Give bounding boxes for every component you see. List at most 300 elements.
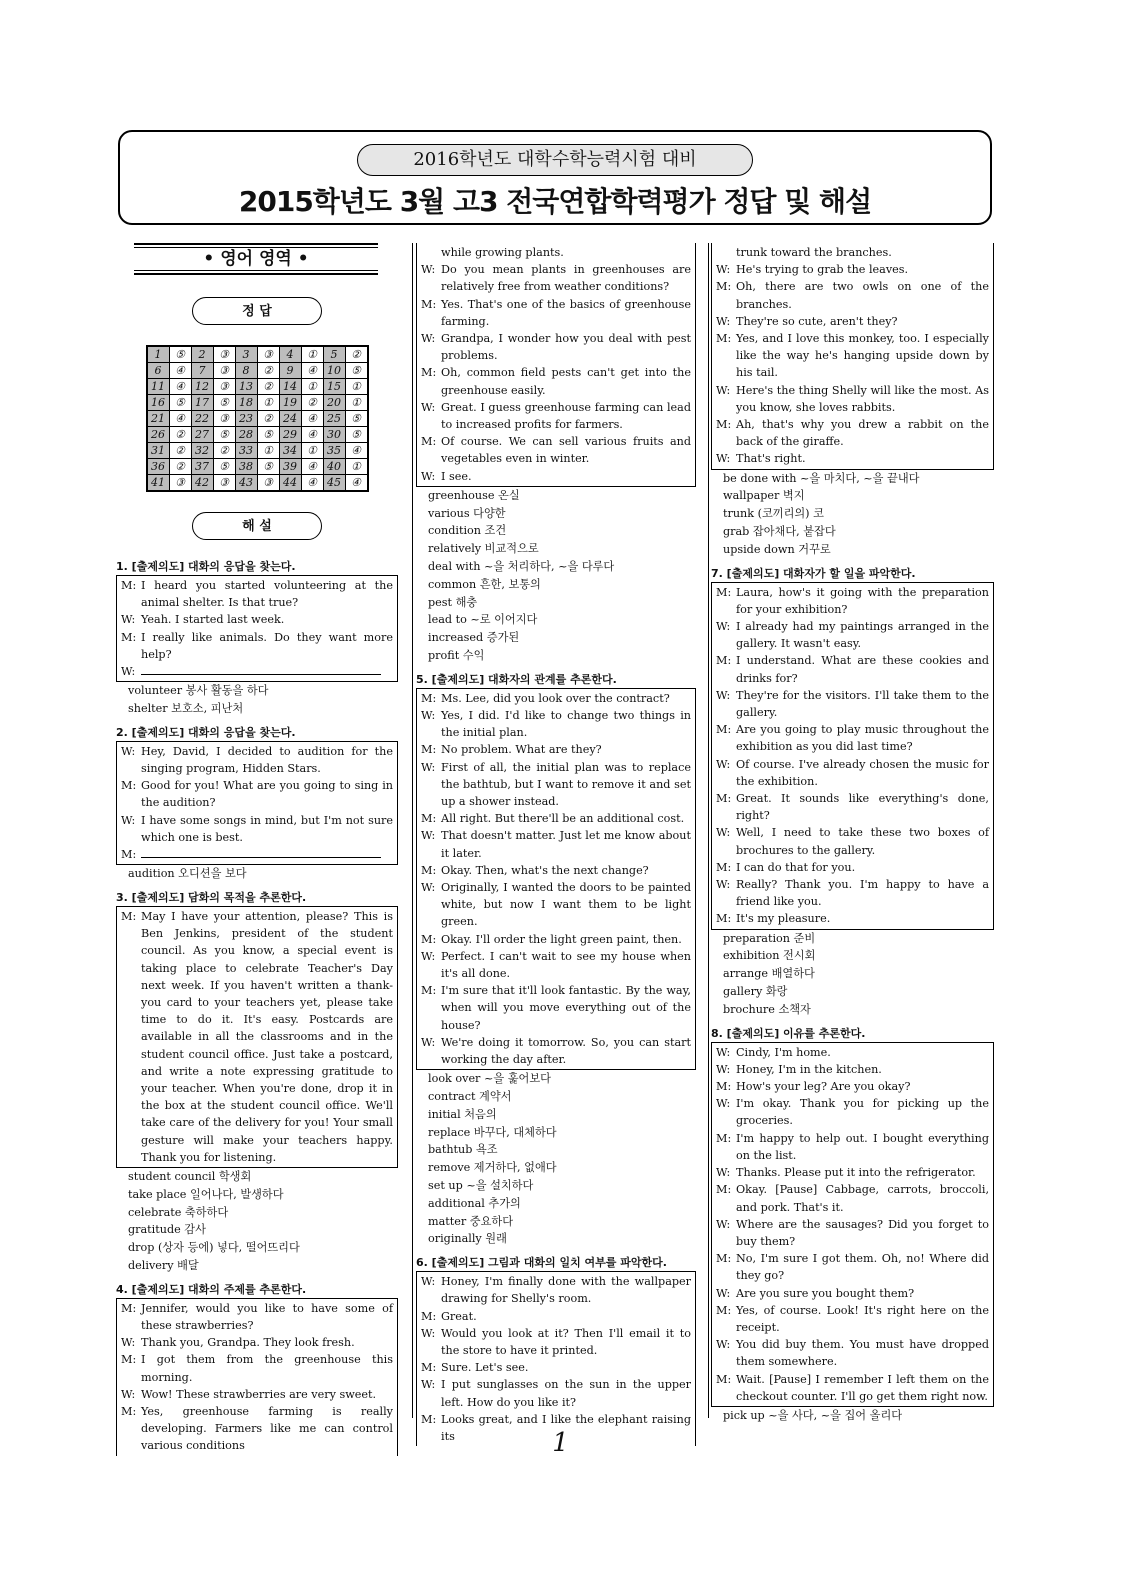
utterance: That's right. (736, 452, 806, 466)
question-number: 26 (147, 427, 170, 443)
answer-choice: ④ (345, 443, 368, 459)
speaker: W: (121, 813, 136, 827)
dialogue-line (716, 261, 989, 278)
speaker: M: (421, 1412, 437, 1426)
vocab-item: gratitude 감사 (128, 1223, 206, 1237)
header-subtitle: 2016학년도 대학수학능력시험 대비 (357, 144, 753, 176)
vocab-item: volunteer 봉사 활동을 하다 (128, 684, 269, 698)
utterance: Good for you! What are you going to sing in the audition? (141, 779, 393, 810)
answer-choice: ② (257, 411, 279, 427)
utterance: Oh, there are two owls on one of the branches. (736, 280, 989, 311)
speaker: M: (421, 984, 437, 998)
dialogue-line (121, 1334, 393, 1351)
speaker: M: (716, 418, 732, 432)
vocab-item: matter 중요하다 (428, 1214, 514, 1228)
q4-vocab (416, 487, 696, 665)
vocab-item: arrange 배열하다 (723, 967, 815, 981)
utterance: Looks great, and I like the elephant raising its (441, 1412, 691, 1444)
speaker: M: (421, 932, 437, 946)
answer-choice: ④ (301, 427, 323, 443)
question-number: 45 (323, 475, 345, 492)
utterance: I understand. What are these cookies and drinks for? (736, 654, 989, 685)
speaker: W: (421, 263, 436, 277)
speaker: W: (121, 613, 136, 627)
dialogue-line (716, 1216, 989, 1250)
dialogue-line (716, 876, 989, 910)
utterance: Wait. [Pause] I remember I left them on the checkout counter. I'll go get them right now. (736, 1372, 989, 1403)
utterance: All right. But there'll be an additional cost. (441, 812, 685, 826)
vocab-item: take place 일어나다, 발생하다 (128, 1187, 284, 1201)
dialogue-line (421, 1376, 691, 1410)
dialogue-line (421, 1325, 691, 1359)
dialogue-line (716, 278, 989, 312)
answer-choice: ① (301, 346, 323, 363)
answer-choice: ② (169, 459, 191, 475)
vocab-item: trunk (코끼리의) 코 (723, 507, 824, 521)
question-number: 13 (235, 379, 257, 395)
dialogue-line (421, 433, 691, 467)
vocab-item: pest 해충 (428, 595, 478, 609)
vocab-item: look over ~을 훑어보다 (428, 1072, 551, 1086)
speaker: M: (121, 779, 137, 793)
dialogue-line (716, 1095, 989, 1129)
answer-choice: ③ (213, 475, 235, 492)
dialogue-line (716, 859, 989, 876)
speaker: W: (121, 1336, 136, 1350)
speaker: M: (421, 366, 437, 380)
utterance: Ms. Lee, did you look over the contract? (441, 691, 670, 705)
vocab-item: brochure 소책자 (723, 1002, 811, 1016)
answer-choice: ⑤ (345, 411, 368, 427)
vocab-item: condition 조건 (428, 524, 507, 538)
dialogue-line (716, 1336, 989, 1370)
utterance: Oh, common field pests can't get into the greenhouse easily. (441, 366, 691, 397)
speaker: M: (716, 1303, 732, 1317)
speaker: M: (716, 332, 732, 346)
utterance: Would you look at it? Then I'll email it to the store to have it printed. (441, 1326, 691, 1358)
vocab-item: initial 처음의 (428, 1107, 497, 1121)
dialogue-line (716, 313, 989, 330)
utterance: Thank you, Grandpa. They look fresh. (141, 1336, 355, 1350)
question-number: 21 (147, 411, 170, 427)
answer-row (147, 346, 368, 363)
utterance: I already had my paintings arranged in the gallery. It wasn't easy. (736, 620, 989, 651)
q5-vocab (416, 1070, 696, 1248)
utterance: Hey, David, I decided to audition for the singing program, Hidden Stars. (141, 744, 393, 776)
dialogue-line (716, 1130, 989, 1164)
utterance: I heard you started volunteering at the animal shelter. Is that true? (141, 579, 393, 610)
dialogue-line (421, 1273, 691, 1307)
question-number: 1 (147, 346, 170, 363)
utterance: Do you mean plants in greenhouses are relatively free from weather conditions? (441, 263, 691, 294)
answer-choice: ① (345, 395, 368, 411)
dialogue-line (121, 1386, 393, 1403)
speaker: M: (121, 630, 137, 644)
answer-row (147, 363, 368, 379)
dialogue-line (121, 577, 393, 611)
q6-heading: 6. [출제의도] 그림과 대화의 일치 여부를 파악한다. (416, 1256, 667, 1270)
dialogue-line (716, 756, 989, 790)
speaker: M: (716, 860, 732, 874)
vocab-item: deal with ~을 처리하다, ~을 다루다 (428, 560, 615, 574)
dialogue-line (121, 663, 393, 680)
vocab-item: grab 잡아채다, 붙잡다 (723, 525, 836, 539)
speaker: W: (421, 829, 436, 843)
utterance (141, 846, 393, 863)
q8-dialogue (711, 1042, 994, 1407)
utterance: May I have your attention, please? This is Ben Jenkins, president of the student council. As you know, a special event is taking place to celebrate Teacher's Day next week. If you haven't written a thank-you card to your teachers yet, please take time to do it. It's easy. Postcards are available in all the classrooms and in the student council office. Just take a postcard, and write a note expressing gratitude to your teacher. When you're done, drop it in the box at the student council office. We'll take care of the delivery for you! Your small gesture will make your teachers happy. Thank you for listening. (141, 910, 393, 1164)
answer-choice: ⑤ (169, 346, 191, 363)
speaker: W: (421, 949, 436, 963)
page-number: 1 (552, 1428, 569, 1458)
answer-row (147, 475, 368, 492)
q4-heading: 4. [출제의도] 대화의 주제를 추론한다. (116, 1282, 307, 1296)
dialogue-line (716, 1164, 989, 1181)
utterance: Yes, of course. Look! It's right here on the receipt. (736, 1303, 989, 1334)
speaker: M: (716, 723, 732, 737)
dialogue-line (716, 721, 989, 755)
q7-dialogue (711, 582, 994, 930)
answer-choice: ⑤ (345, 427, 368, 443)
question-number: 17 (191, 395, 213, 411)
speaker: M: (716, 1372, 732, 1386)
answer-choice: ⑤ (213, 395, 235, 411)
dialogue-line (716, 1181, 989, 1215)
utterance: Ah, that's why you drew a rabbit on the back of the giraffe. (736, 418, 989, 449)
speaker: W: (716, 1338, 731, 1352)
dialogue-line (716, 382, 989, 416)
dialogue-line (121, 908, 393, 1166)
question-number: 42 (191, 475, 213, 492)
utterance: trunk toward the branches. (736, 246, 892, 259)
speaker: W: (716, 263, 731, 277)
answer-choice: ① (257, 395, 279, 411)
speaker: M: (716, 280, 732, 294)
answer-row (147, 427, 368, 443)
utterance: Of course. We can sell various fruits and vegetables even in winter. (441, 435, 691, 466)
answer-row (147, 411, 368, 427)
vocab-item: upside down 거꾸로 (723, 542, 831, 556)
dialogue-line (716, 416, 989, 450)
utterance: Well, I need to take these two boxes of brochures to the gallery. (736, 826, 989, 857)
answer-table (146, 345, 369, 492)
speaker: W: (421, 469, 436, 483)
speaker: W: (716, 757, 731, 771)
question-number: 5 (323, 346, 345, 363)
speaker: M: (421, 743, 437, 757)
utterance: First of all, the initial plan was to replace the bathtub, but I want to remove it and set up a shower instead. (441, 760, 691, 809)
answer-label: 정 답 (192, 297, 322, 325)
answer-choice: ⑤ (257, 427, 279, 443)
q6-dialogue-continued (711, 243, 994, 470)
speaker: M: (421, 691, 437, 705)
speaker: W: (421, 760, 436, 774)
utterance: Here's the thing Shelly will like the most. As you know, she loves rabbits. (736, 383, 989, 414)
question-number: 32 (191, 443, 213, 459)
answer-choice: ④ (301, 475, 323, 492)
utterance: I see. (441, 469, 472, 483)
vocab-item: remove 제거하다, 없애다 (428, 1161, 557, 1175)
speaker: M: (121, 910, 137, 924)
dialogue-line (716, 618, 989, 652)
speaker: M: (716, 585, 732, 599)
dialogue-line (716, 652, 989, 686)
dialogue-line (716, 1078, 989, 1095)
answer-choice: ① (301, 379, 323, 395)
utterance: Where are the sausages? Did you forget to buy them? (736, 1217, 989, 1248)
dialogue-line (421, 810, 691, 827)
vocab-item: common 흔한, 보통의 (428, 577, 541, 591)
q7-heading: 7. [출제의도] 대화자가 할 일을 파악한다. (711, 566, 916, 580)
speaker: M: (421, 812, 437, 826)
speaker (716, 244, 736, 261)
vocab-item: shelter 보호소, 피난처 (128, 702, 244, 716)
dialogue-line (716, 1250, 989, 1284)
q3-dialogue (116, 906, 398, 1168)
utterance: Yes, and I love this monkey, too. I especially like the way he's hanging upside down by his tail. (736, 332, 989, 380)
q2-dialogue (116, 741, 398, 865)
q3-vocab (116, 1168, 398, 1275)
speaker: M: (716, 1131, 732, 1145)
utterance: That doesn't matter. Just let me know about it later. (441, 829, 691, 860)
vocab-item: additional 추가의 (428, 1196, 521, 1210)
answer-choice: ⑤ (213, 427, 235, 443)
dialogue-line (421, 759, 691, 811)
answer-choice: ④ (301, 363, 323, 379)
utterance: Thanks. Please put it into the refrigerator. (736, 1166, 976, 1180)
question-number: 7 (191, 363, 213, 379)
utterance (141, 663, 393, 680)
question-number: 4 (279, 346, 301, 363)
utterance: Perfect. I can't wait to see my house when it's all done. (441, 949, 691, 981)
vocab-item: replace 바꾸다, 대체하다 (428, 1125, 557, 1139)
vocab-item: relatively 비교적으로 (428, 542, 539, 556)
column-1 (116, 243, 398, 1456)
speaker: W: (121, 1387, 136, 1401)
answer-choice: ② (301, 395, 323, 411)
speaker: W: (716, 1062, 731, 1076)
question-number: 40 (323, 459, 345, 475)
speaker: M: (716, 1183, 732, 1197)
dialogue-line (121, 812, 393, 846)
speaker: W: (716, 688, 731, 702)
answer-choice: ③ (213, 379, 235, 395)
dialogue-line (421, 931, 691, 948)
utterance: Okay. [Pause] Cabbage, carrots, broccoli, and pork. That's it. (736, 1183, 989, 1214)
speaker: W: (716, 1045, 731, 1059)
q1-vocab (116, 682, 398, 718)
dialogue-line (716, 824, 989, 858)
speaker: M: (421, 863, 437, 877)
utterance: We're doing it tomorrow. So, you can start working the day after. (441, 1035, 691, 1067)
utterance: No problem. What are they? (441, 743, 602, 757)
dialogue-line (421, 1034, 691, 1068)
dialogue-line (121, 611, 393, 628)
utterance: Are you going to play music throughout the exhibition as you did last time? (736, 723, 989, 754)
vocab-item: celebrate 축하하다 (128, 1205, 229, 1219)
answer-choice: ③ (213, 363, 235, 379)
utterance: Yes, I did. I'd like to change two things in the initial plan. (441, 709, 691, 740)
answer-blank (141, 664, 381, 675)
dialogue-line (716, 1302, 989, 1336)
question-number: 33 (235, 443, 257, 459)
question-number: 20 (323, 395, 345, 411)
answer-choice: ① (301, 443, 323, 459)
vocab-item: pick up ~을 사다, ~을 집어 올리다 (723, 1408, 903, 1422)
speaker: W: (716, 620, 731, 634)
dialogue-line (421, 862, 691, 879)
vocab-item: set up ~을 설치하다 (428, 1179, 534, 1193)
speaker: W: (716, 878, 731, 892)
speaker: M: (121, 1301, 137, 1315)
answer-blank (141, 847, 381, 858)
speaker: W: (421, 709, 436, 723)
utterance: Sure. Let's see. (441, 1361, 529, 1375)
answer-choice: ② (257, 363, 279, 379)
answer-choice: ② (345, 346, 368, 363)
vocab-item: audition 오디션을 보다 (128, 867, 247, 881)
dialogue-line (716, 910, 989, 927)
answer-choice: ⑤ (345, 363, 368, 379)
utterance: I got them from the greenhouse this morning. (141, 1353, 393, 1384)
speaker: W: (716, 1166, 731, 1180)
dialogue-line (716, 584, 989, 618)
speaker: W: (421, 1275, 436, 1289)
utterance: Yes, greenhouse farming is really developing. Farmers like me can control various conditions (141, 1405, 393, 1453)
dialogue-line (421, 296, 691, 330)
dialogue-line (421, 741, 691, 758)
answer-choice: ② (169, 443, 191, 459)
utterance: Of course. I've already chosen the music for the exhibition. (736, 757, 989, 788)
answer-row (147, 379, 368, 395)
question-number: 43 (235, 475, 257, 492)
dialogue-line (421, 879, 691, 931)
question-number: 31 (147, 443, 170, 459)
q8-heading: 8. [출제의도] 이유를 추론한다. (711, 1026, 866, 1040)
speaker: W: (421, 400, 436, 414)
answer-choice: ② (169, 427, 191, 443)
dialogue-line (121, 846, 393, 863)
answer-choice: ③ (169, 475, 191, 492)
dialogue-line (421, 690, 691, 707)
dialogue-line (716, 1061, 989, 1078)
answer-row (147, 443, 368, 459)
dialogue-line (121, 1300, 393, 1334)
question-number: 27 (191, 427, 213, 443)
page-title: 2015학년도 3월 고3 전국연합학력평가 정답 및 해설 (238, 185, 872, 218)
dialogue-line (716, 1371, 989, 1405)
utterance: I really like animals. Do they want more help? (141, 630, 393, 661)
speaker: W: (421, 1035, 436, 1049)
question-number: 6 (147, 363, 170, 379)
utterance: They're for the visitors. I'll take them to the gallery. (736, 688, 989, 720)
dialogue-line (421, 1359, 691, 1376)
utterance: How's your leg? Are you okay? (736, 1080, 911, 1094)
utterance: Yeah. I started last week. (141, 613, 285, 627)
utterance: Honey, I'm in the kitchen. (736, 1062, 882, 1076)
question-number: 15 (323, 379, 345, 395)
utterance: Really? Thank you. I'm happy to have a friend like you. (736, 878, 989, 909)
dialogue-line (421, 468, 691, 485)
speaker: M: (716, 654, 732, 668)
answer-choice: ③ (257, 475, 279, 492)
vocab-item: contract 계약서 (428, 1090, 512, 1104)
speaker: M: (716, 1080, 732, 1094)
answer-choice: ⑤ (257, 459, 279, 475)
utterance: Yes. That's one of the basics of greenhouse farming. (441, 297, 691, 328)
dialogue-line (121, 629, 393, 663)
q4-dialogue-continued (416, 243, 696, 487)
dialogue-line (421, 948, 691, 982)
dialogue-line (716, 330, 989, 382)
utterance: I'm happy to help out. I bought everything on the list. (736, 1131, 989, 1162)
vocab-item: wallpaper 벽지 (723, 489, 805, 503)
utterance: Great. (441, 1309, 477, 1323)
dialogue-line (716, 687, 989, 721)
answer-choice: ② (257, 379, 279, 395)
question-number: 9 (279, 363, 301, 379)
question-number: 14 (279, 379, 301, 395)
q5-dialogue (416, 688, 696, 1070)
answer-row (147, 459, 368, 475)
question-number: 8 (235, 363, 257, 379)
speaker (421, 244, 441, 261)
column-2 (412, 243, 696, 1444)
speaker: W: (421, 1378, 436, 1392)
q6-vocab (711, 470, 994, 559)
vocab-item: student council 학생회 (128, 1170, 252, 1184)
utterance: Honey, I'm finally done with the wallpaper drawing for Shelly's room. (441, 1275, 691, 1306)
vocab-item: profit 수익 (428, 649, 485, 663)
vocab-item: originally 원래 (428, 1232, 507, 1246)
answer-choice: ④ (301, 459, 323, 475)
question-number: 23 (235, 411, 257, 427)
utterance: Grandpa, I wonder how you deal with pest problems. (441, 332, 691, 363)
dialogue-line (716, 790, 989, 824)
explain-label: 해 설 (192, 512, 322, 540)
utterance: Okay. I'll order the light green paint, then. (441, 932, 682, 946)
dialogue-line (421, 364, 691, 398)
utterance: Okay. Then, what's the next change? (441, 863, 649, 877)
vocab-item: gallery 화랑 (723, 985, 788, 999)
vocab-item: preparation 준비 (723, 931, 816, 945)
q1-dialogue (116, 575, 398, 682)
utterance: No, I'm sure I got them. Oh, no! Where did they go? (736, 1252, 989, 1283)
dialogue-line (421, 827, 691, 861)
answer-choice: ① (345, 379, 368, 395)
utterance: I have some songs in mind, but I'm not sure which one is best. (141, 813, 393, 844)
dialogue-line (121, 743, 393, 777)
vocab-item: greenhouse 온실 (428, 488, 520, 502)
speaker: M: (716, 1252, 732, 1266)
question-number: 39 (279, 459, 301, 475)
dialogue-line (421, 399, 691, 433)
question-number: 18 (235, 395, 257, 411)
answer-choice: ③ (213, 346, 235, 363)
vocab-item: various 다양한 (428, 506, 506, 520)
answer-choice: ① (345, 459, 368, 475)
q7-vocab (711, 930, 994, 1019)
speaker: W: (121, 665, 136, 679)
question-number: 11 (147, 379, 170, 395)
answer-row (147, 395, 368, 411)
dialogue-line (421, 244, 691, 261)
utterance: Are you sure you bought them? (736, 1286, 915, 1300)
question-number: 25 (323, 411, 345, 427)
column-3 (708, 243, 994, 1422)
question-number: 29 (279, 427, 301, 443)
speaker: M: (121, 1405, 137, 1419)
